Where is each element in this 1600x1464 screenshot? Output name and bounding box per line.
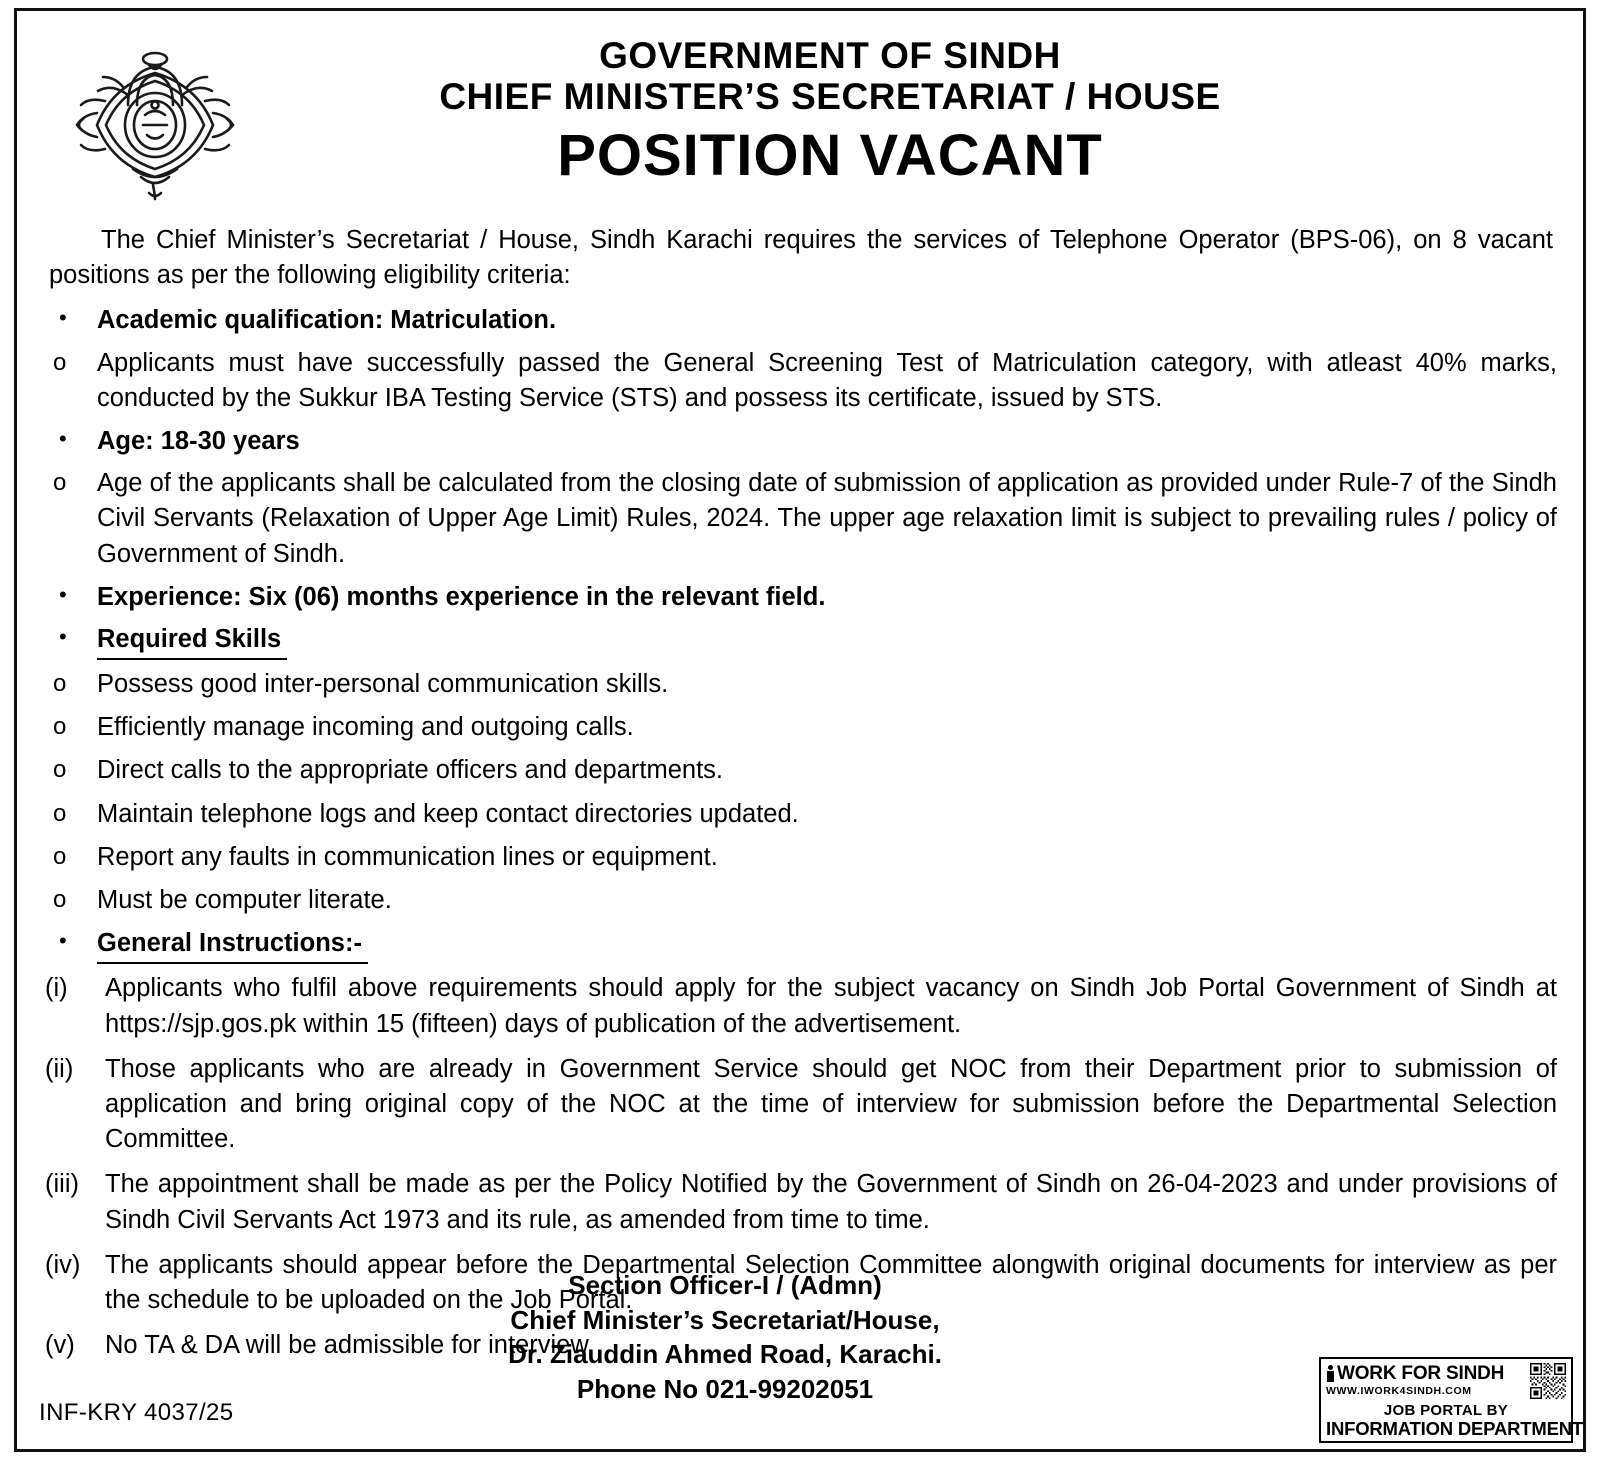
list-item xyxy=(45,1052,1557,1158)
information-department-label: INFORMATION DEPARTMENT xyxy=(1326,1417,1583,1439)
qr-code-icon xyxy=(1530,1363,1566,1399)
list-item xyxy=(45,971,1557,1041)
list-marker: o xyxy=(53,713,67,741)
signature-line-3: Dr. Ziauddin Ahmed Road, Karachi. xyxy=(508,1339,942,1370)
list-item-text xyxy=(97,622,1557,660)
signature-line-2: Chief Minister’s Secretariat/House, xyxy=(510,1304,940,1335)
list-item xyxy=(45,580,1557,615)
list-marker: • xyxy=(59,928,67,954)
list-item-text: Applicants who fulfil above requirements should apply for the subject vacancy on Sindh Job Portal Government of Sindh at https://sjp.gos.pk within 15 (fifteen) days of publication of the advertisement. xyxy=(105,974,1557,1038)
list-item xyxy=(45,926,1557,964)
list-item-text: No TA & DA will be admissible for interview. xyxy=(105,1331,595,1360)
list-item-text: Experience: Six (06) months experience in the relevant field. xyxy=(97,582,826,611)
list-item xyxy=(45,667,1557,702)
document-body xyxy=(35,223,1565,1363)
criteria-list xyxy=(45,303,1557,1363)
list-item-text: Applicants must have successfully passed the General Screening Test of Matriculation category, with atleast 40% marks, conducted by the Sukkur IBA Testing Service (STS) and possess its certificate, issued by STS. xyxy=(97,348,1557,412)
brand-website: WWW.IWORK4SINDH.COM xyxy=(1326,1385,1472,1398)
list-item-text: Those applicants who are already in Government Service should get NOC from their Department prior to submission of application and bring original copy of the NOC at the time of interview for submission before the Departmental Selection Committee. xyxy=(105,1054,1557,1154)
list-item xyxy=(45,303,1557,338)
list-marker: o xyxy=(53,670,67,698)
inf-reference-code: INF-KRY 4037/25 xyxy=(39,1399,234,1426)
list-marker: (v) xyxy=(45,1331,75,1360)
list-item-text: Direct calls to the appropriate officers and departments. xyxy=(97,756,724,785)
list-item xyxy=(45,753,1557,788)
list-marker: • xyxy=(59,581,67,607)
underlined-heading: Required Skills xyxy=(97,622,287,660)
page-title: POSITION VACANT xyxy=(557,122,1103,188)
list-marker: o xyxy=(53,799,67,827)
iwork-brand xyxy=(1326,1364,1526,1383)
list-item-text: Age of the applicants shall be calculated from the closing date of submission of application as provided under Rule-7 of the Sindh Civil Servants (Relaxation of Upper Age Limit) Rules, 2024. The upper age relaxation limit is subject to prevailing rules / policy of Government of Sindh. xyxy=(97,469,1557,568)
portal-by-label: JOB PORTAL BY xyxy=(1383,1401,1509,1419)
list-item-text: Age: 18-30 years xyxy=(97,426,300,455)
intro-paragraph: The Chief Minister’s Secretariat / House, Sindh Karachi requires the services of Telephone Operator (BPS-06), on 8 vacant positions as per the following eligibility criteria: xyxy=(49,226,1553,290)
document-footer xyxy=(17,1254,1583,1449)
list-marker: • xyxy=(59,305,67,331)
list-item xyxy=(45,424,1557,459)
signature-line-1: Section Officer-I / (Admn) xyxy=(568,1270,882,1300)
list-marker: (iv) xyxy=(45,1250,81,1279)
org-line-2: CHIEF MINISTER’S SECRETARIAT / HOUSE xyxy=(439,76,1221,118)
underlined-heading: General Instructions:- xyxy=(97,926,368,964)
list-item-text xyxy=(97,926,1557,964)
list-marker: (i) xyxy=(45,974,68,1003)
list-item-text: The appointment shall be made as per the Policy Notified by the Government of Sindh on 26-04-2023 and under provisions of Sindh Civil Servants Act 1973 and its rule, as amended from time to time. xyxy=(105,1170,1557,1234)
list-item-text: Must be computer literate. xyxy=(97,886,392,914)
list-marker: o xyxy=(53,756,67,784)
list-item xyxy=(45,1167,1557,1237)
list-item-text: Report any faults in communication lines or equipment. xyxy=(97,842,718,871)
list-item xyxy=(45,346,1557,416)
i-letter-icon xyxy=(1326,1365,1335,1382)
list-marker: • xyxy=(59,623,67,649)
list-item-text: The applicants should appear before the Departmental Selection Committee alongwith original documents for interview as per the schedule to be uploaded on the Job Portal. xyxy=(105,1250,1557,1314)
brand-label: WORK FOR SINDH xyxy=(1337,1363,1505,1385)
list-marker: (iii) xyxy=(45,1170,79,1199)
list-item-text: Possess good inter-personal communication skills. xyxy=(97,670,669,699)
list-item xyxy=(45,797,1557,832)
government-emblem-icon xyxy=(65,43,245,208)
page-border-frame xyxy=(14,8,1586,1452)
list-item-text: Maintain telephone logs and keep contact directories updated. xyxy=(97,799,799,828)
list-marker: o xyxy=(53,348,67,376)
list-marker: (ii) xyxy=(45,1054,74,1083)
list-marker: o xyxy=(53,469,67,497)
list-item-text: Academic qualification: Matriculation. xyxy=(97,306,557,335)
org-line-1: GOVERNMENT OF SINDH xyxy=(599,35,1061,76)
list-item xyxy=(45,622,1557,660)
document-header xyxy=(35,35,1565,215)
list-marker: • xyxy=(59,425,67,451)
job-portal-logo-box xyxy=(1319,1357,1583,1443)
list-marker: o xyxy=(53,886,67,913)
list-marker: o xyxy=(53,842,67,870)
list-item xyxy=(45,710,1557,745)
list-item xyxy=(45,840,1557,875)
list-item xyxy=(45,883,1557,918)
signature-line-4: Phone No 021-99202051 xyxy=(576,1373,874,1404)
list-item-text: Efficiently manage incoming and outgoing calls. xyxy=(97,713,634,742)
list-item xyxy=(45,466,1557,572)
